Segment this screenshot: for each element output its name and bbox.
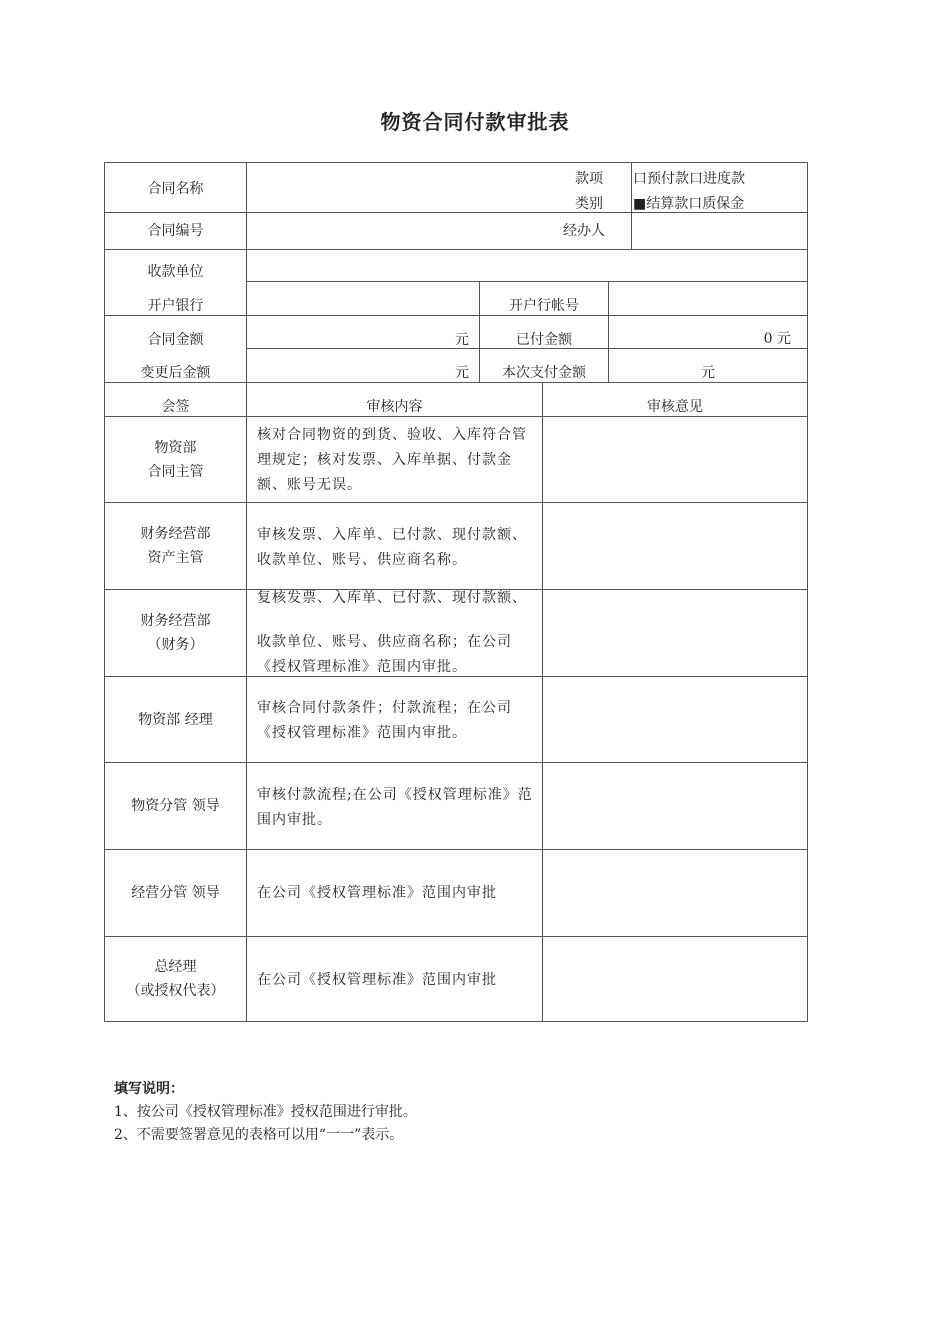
- contract-name-label: 合同名称: [147, 181, 204, 197]
- account-label: 开户行帐号: [509, 298, 579, 314]
- review-row-4-content: 审核合同付款条件；付款流程；在公司《授权管理标准》范围内审批。: [257, 700, 512, 741]
- role-line: 资产主管: [147, 550, 204, 566]
- payment-type-options-row1[interactable]: 口预付款口进度款: [633, 171, 745, 187]
- handler-field[interactable]: [632, 213, 807, 249]
- contract-amount-field[interactable]: 元: [455, 332, 469, 348]
- payee-label: 收款单位: [147, 264, 204, 280]
- review-row-1-opinion[interactable]: [543, 417, 807, 502]
- review-row-4-opinion[interactable]: [543, 677, 807, 762]
- notes-heading: 填写说明：: [114, 1081, 184, 1097]
- account-field[interactable]: [609, 282, 807, 315]
- review-row-6-opinion[interactable]: [543, 850, 807, 936]
- review-row-3-content-line1: 复核发票、入库单、已付款、现付款额、: [257, 590, 527, 606]
- header-content: 审核内容: [366, 399, 423, 415]
- fill-instructions: [114, 1078, 417, 1147]
- review-row-7-opinion[interactable]: [543, 937, 807, 1021]
- payee-field[interactable]: [247, 250, 807, 281]
- review-row-2-opinion[interactable]: [543, 503, 807, 589]
- role-line: 物资部 经理: [138, 711, 213, 728]
- role-line: 物资部: [154, 439, 197, 456]
- header-sign: 会签: [161, 399, 190, 415]
- bank-field[interactable]: [247, 282, 479, 315]
- role-line: 经营分管 领导: [131, 885, 220, 901]
- payment-type-options-row2[interactable]: ■结算款口质保金: [633, 196, 745, 212]
- current-payment-field[interactable]: 元: [701, 365, 715, 381]
- payment-type-label-2: 类别: [575, 196, 603, 212]
- header-opinion: 审核意见: [647, 399, 703, 415]
- changed-amount-label: 变更后金额: [140, 365, 211, 381]
- current-payment-label: 本次支付金额: [502, 365, 586, 381]
- contract-amount-label: 合同金额: [147, 332, 204, 348]
- notes-item: 2、不需要签署意见的表格可以用“一一”表示。: [114, 1127, 404, 1143]
- role-line: （财务）: [147, 637, 204, 653]
- paid-amount-value[interactable]: 0 元: [763, 331, 791, 347]
- review-row-2-content: 审核发票、入库单、已付款、现付款额、 收款单位、账号、供应商名称。: [257, 527, 527, 568]
- review-row-3-opinion[interactable]: [543, 590, 807, 676]
- review-row-6-role: [105, 850, 246, 936]
- changed-amount-field[interactable]: 元: [455, 365, 469, 381]
- role-line: 合同主管: [147, 463, 204, 480]
- paid-amount-label: 已付金额: [516, 332, 572, 348]
- role-line: 总经理: [154, 959, 197, 975]
- review-row-1-role: [105, 417, 246, 502]
- review-row-6-content: 在公司《授权管理标准》范围内审批: [257, 885, 497, 901]
- bank-label: 开户银行: [147, 298, 204, 314]
- review-row-2-role: [105, 503, 246, 589]
- review-row-4-role: [105, 677, 246, 762]
- review-row-3-content-line2: 收款单位、账号、供应商名称；在公司《授权管理标准》范围内审批。: [257, 634, 512, 675]
- review-row-7-role: [105, 937, 246, 1021]
- contract-name-field[interactable]: [247, 163, 587, 212]
- contract-no-label: 合同编号: [147, 223, 204, 239]
- review-row-5-opinion[interactable]: [543, 763, 807, 849]
- review-row-3-role: [105, 590, 246, 676]
- review-row-1-content: 核对合同物资的到货、验收、入库符合管理规定；核对发票、入库单据、付款金额、账号无误。: [257, 427, 527, 493]
- approval-form-table: [104, 162, 808, 1022]
- handler-label: 经办人: [563, 223, 605, 239]
- notes-item: 1、按公司《授权管理标准》授权范围进行审批。: [114, 1104, 417, 1120]
- payment-type-label-1: 款项: [575, 171, 603, 187]
- review-row-7-content: 在公司《授权管理标准》范围内审批: [257, 972, 497, 988]
- review-row-5-role: [105, 763, 246, 849]
- role-line: 财务经营部: [140, 526, 211, 542]
- role-line: （或授权代表）: [126, 983, 225, 999]
- role-line: 财务经营部: [140, 613, 211, 629]
- review-row-5-content: 审核付款流程;在公司《授权管理标准》范围内审批。: [257, 787, 533, 828]
- contract-no-field[interactable]: [247, 213, 547, 249]
- page-title: 物资合同付款审批表: [380, 110, 570, 134]
- role-line: 物资分管 领导: [131, 798, 220, 814]
